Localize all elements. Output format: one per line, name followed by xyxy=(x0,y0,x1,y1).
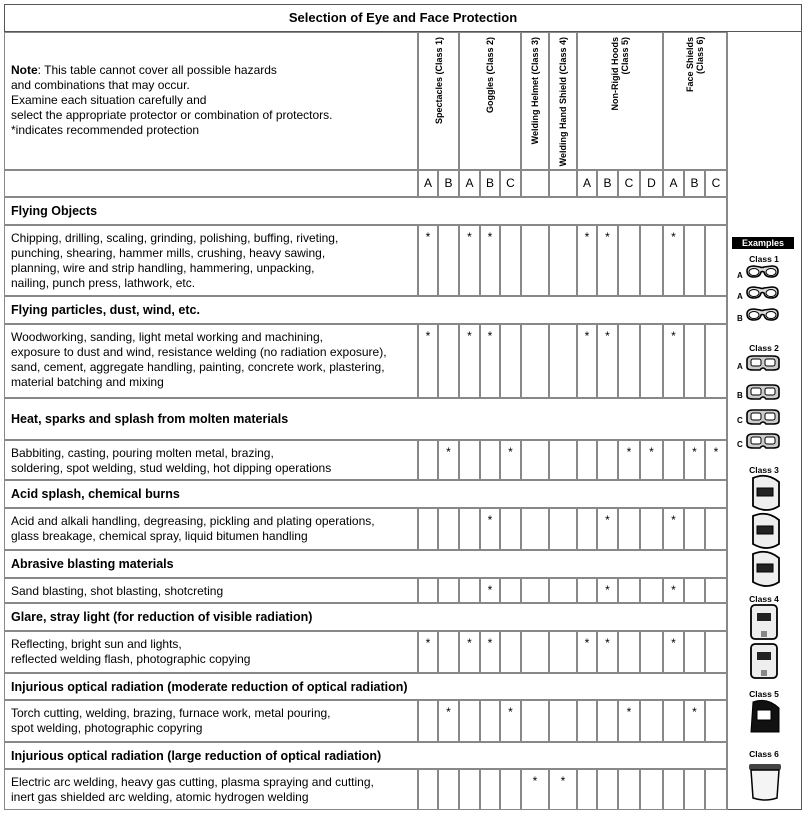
protection-mark xyxy=(663,700,684,742)
class-header xyxy=(521,32,549,170)
protection-mark xyxy=(438,508,459,550)
protection-mark xyxy=(521,631,549,673)
category-heading: Flying Objects xyxy=(4,197,727,225)
variant-letter: B xyxy=(684,170,705,197)
variant-letter xyxy=(521,170,549,197)
protection-mark xyxy=(684,324,705,398)
protection-mark xyxy=(521,700,549,742)
protection-mark: * xyxy=(597,578,618,603)
variant-letter xyxy=(549,170,577,197)
variant-letter: C xyxy=(705,170,727,197)
goggles-icon xyxy=(745,354,781,377)
protection-mark xyxy=(640,324,663,398)
protection-mark: * xyxy=(663,225,684,296)
protection-mark: * xyxy=(684,700,705,742)
protection-mark: * xyxy=(663,324,684,398)
goggles-icon xyxy=(745,383,781,406)
protection-mark xyxy=(705,578,727,603)
protection-mark xyxy=(418,578,438,603)
protection-mark xyxy=(705,631,727,673)
hazard-description: Electric arc welding, heavy gas cutting, plasma spraying and cutting, inert gas shielded arc welding, atomic hydrogen welding xyxy=(4,769,418,810)
protection-mark xyxy=(521,324,549,398)
protection-mark xyxy=(500,225,521,296)
variant-letter: A xyxy=(577,170,597,197)
protection-mark: * xyxy=(663,508,684,550)
goggles-icon xyxy=(745,432,781,455)
class-header xyxy=(577,32,663,170)
class-header xyxy=(549,32,577,170)
protection-mark xyxy=(549,225,577,296)
category-heading: Injurious optical radiation (moderate reduction of optical radiation) xyxy=(4,673,727,700)
protection-mark: * xyxy=(418,324,438,398)
protection-mark xyxy=(549,508,577,550)
protection-mark xyxy=(549,440,577,480)
protection-mark: * xyxy=(684,440,705,480)
protection-mark xyxy=(705,508,727,550)
protection-mark xyxy=(618,631,640,673)
variant-letter: A xyxy=(418,170,438,197)
protection-mark xyxy=(640,631,663,673)
example-letter: A xyxy=(737,271,743,280)
protection-mark: * xyxy=(418,225,438,296)
variant-letter: A xyxy=(663,170,684,197)
protection-mark: * xyxy=(663,631,684,673)
class-header-label: Welding Helmet (Class 3) xyxy=(530,37,540,145)
protection-mark xyxy=(418,508,438,550)
hazard-description: Reflecting, bright sun and lights, reflected welding flash, photographic copying xyxy=(4,631,418,673)
examples-title: Examples xyxy=(732,237,794,249)
protection-mark xyxy=(618,769,640,810)
protection-mark xyxy=(705,769,727,810)
variant-letter: C xyxy=(500,170,521,197)
goggles-icon xyxy=(745,408,781,431)
variant-letter: B xyxy=(438,170,459,197)
protection-mark: * xyxy=(549,769,577,810)
note-line: and combinations that may occur. xyxy=(11,78,190,92)
hand-shield-icon xyxy=(747,642,781,685)
protection-mark: * xyxy=(597,631,618,673)
table-title: Selection of Eye and Face Protection xyxy=(4,4,802,32)
protection-mark xyxy=(684,631,705,673)
protection-mark: * xyxy=(480,225,500,296)
welding-helmet-icon xyxy=(747,550,785,593)
hazard-description: Acid and alkali handling, degreasing, pickling and plating operations, glass breakage, chemical spray, liquid bitumen handling xyxy=(4,508,418,550)
protection-mark xyxy=(549,631,577,673)
variant-letter: A xyxy=(459,170,480,197)
variant-letter: B xyxy=(480,170,500,197)
note-cell xyxy=(4,32,418,170)
protection-mark xyxy=(684,508,705,550)
protection-mark: * xyxy=(480,508,500,550)
example-letter: C xyxy=(737,440,743,449)
example-letter: C xyxy=(737,416,743,425)
protection-mark: * xyxy=(577,631,597,673)
protection-mark: * xyxy=(705,440,727,480)
welding-helmet-icon xyxy=(747,512,785,555)
protection-mark xyxy=(577,769,597,810)
example-letter: B xyxy=(737,314,743,323)
protection-mark xyxy=(521,225,549,296)
protection-mark xyxy=(663,440,684,480)
protection-mark xyxy=(459,769,480,810)
protection-mark xyxy=(438,324,459,398)
spectacles-icon xyxy=(745,284,781,307)
face-shield-icon xyxy=(745,760,785,807)
protection-mark xyxy=(438,578,459,603)
protection-mark: * xyxy=(597,324,618,398)
protection-mark: * xyxy=(597,508,618,550)
class-label: Class 1 xyxy=(749,254,779,264)
protection-mark xyxy=(459,700,480,742)
protection-mark xyxy=(500,769,521,810)
protection-mark xyxy=(480,440,500,480)
protection-mark xyxy=(500,508,521,550)
protection-mark xyxy=(640,769,663,810)
protection-mark xyxy=(500,324,521,398)
class-label: Class 6 xyxy=(749,749,779,759)
class-label: Class 5 xyxy=(749,689,779,699)
note-line: select the appropriate protector or combination of protectors. xyxy=(11,108,333,122)
protection-mark xyxy=(640,225,663,296)
protection-mark: * xyxy=(521,769,549,810)
protection-mark: * xyxy=(577,225,597,296)
protection-mark xyxy=(684,769,705,810)
protection-mark xyxy=(597,440,618,480)
protection-mark xyxy=(521,578,549,603)
protection-mark: * xyxy=(618,700,640,742)
category-heading: Injurious optical radiation (large reduction of optical radiation) xyxy=(4,742,727,769)
protection-mark xyxy=(438,225,459,296)
class-label: Class 2 xyxy=(749,343,779,353)
note-line: : This table cannot cover all possible hazards xyxy=(37,63,277,77)
category-heading: Acid splash, chemical burns xyxy=(4,480,727,508)
variant-letter: B xyxy=(597,170,618,197)
example-letter: B xyxy=(737,391,743,400)
class-header-label: Non-Rigid Hoods (Class 5) xyxy=(610,37,630,111)
protection-mark xyxy=(684,225,705,296)
protection-mark xyxy=(549,578,577,603)
class-label: Class 4 xyxy=(749,594,779,604)
protection-mark xyxy=(521,508,549,550)
category-heading: Heat, sparks and splash from molten materials xyxy=(4,398,727,440)
protection-mark: * xyxy=(500,440,521,480)
protection-mark: * xyxy=(480,324,500,398)
protection-mark xyxy=(577,440,597,480)
protection-mark xyxy=(577,578,597,603)
protection-mark xyxy=(500,578,521,603)
protection-mark xyxy=(618,578,640,603)
protection-mark xyxy=(705,700,727,742)
protection-mark: * xyxy=(597,225,618,296)
protection-mark xyxy=(459,578,480,603)
note-line: *indicates recommended protection xyxy=(11,123,200,137)
protection-mark: * xyxy=(418,631,438,673)
protection-mark: * xyxy=(480,578,500,603)
protection-mark: * xyxy=(640,440,663,480)
category-heading: Abrasive blasting materials xyxy=(4,550,727,578)
protection-mark: * xyxy=(618,440,640,480)
protection-mark xyxy=(500,631,521,673)
protection-mark xyxy=(549,700,577,742)
class-header-label: Goggles (Class 2) xyxy=(485,37,495,114)
hazard-description: Chipping, drilling, scaling, grinding, polishing, buffing, riveting, punching, shearing, hammer mills, crushing, heavy sawing, planning, wire and strip handling, hammering, unpacking, nailing, punch press, lathwork, etc. xyxy=(4,225,418,296)
protection-mark xyxy=(418,440,438,480)
hazard-description: Sand blasting, shot blasting, shotcreting xyxy=(4,578,418,603)
protection-mark xyxy=(663,769,684,810)
class-header-label: Spectacles (Class 1) xyxy=(433,37,444,125)
protection-mark xyxy=(418,769,438,810)
note-label: Note xyxy=(11,63,38,77)
protection-mark xyxy=(618,324,640,398)
protection-mark xyxy=(597,700,618,742)
spectacles-icon xyxy=(745,306,781,329)
protection-mark xyxy=(705,225,727,296)
class-label: Class 3 xyxy=(749,465,779,475)
class-header-label: Face Shields (Class 6) xyxy=(685,37,705,93)
example-letter: A xyxy=(737,362,743,371)
protection-mark xyxy=(549,324,577,398)
note-line: Examine each situation carefully and xyxy=(11,93,207,107)
class-header xyxy=(663,32,727,170)
protection-mark: * xyxy=(438,700,459,742)
protection-mark xyxy=(640,578,663,603)
welding-helmet-icon xyxy=(747,474,785,517)
protection-mark xyxy=(577,700,597,742)
protection-mark xyxy=(618,508,640,550)
category-heading: Flying particles, dust, wind, etc. xyxy=(4,296,727,324)
protection-mark xyxy=(521,440,549,480)
class-header-label: Welding Hand Shield (Class 4) xyxy=(558,37,568,167)
protection-mark: * xyxy=(459,631,480,673)
hazard-description: Babbiting, casting, pouring molten metal, brazing, soldering, spot welding, stud welding, hot dipping operations xyxy=(4,440,418,480)
example-letter: A xyxy=(737,292,743,301)
class-header xyxy=(418,32,459,170)
protection-mark: * xyxy=(577,324,597,398)
protection-mark: * xyxy=(459,225,480,296)
protection-mark xyxy=(577,508,597,550)
letter-row-blank xyxy=(4,170,418,197)
protection-mark: * xyxy=(438,440,459,480)
spectacles-icon xyxy=(745,263,781,286)
variant-letter: D xyxy=(640,170,663,197)
protection-mark: * xyxy=(663,578,684,603)
hazard-description: Woodworking, sanding, light metal working and machining, exposure to dust and wind, resistance welding (no radiation exposure), sand, cement, aggregate handling, painting, concrete work, plastering, material batching and mixing xyxy=(4,324,418,398)
hand-shield-icon xyxy=(747,603,781,646)
protection-mark xyxy=(459,440,480,480)
protection-mark xyxy=(640,700,663,742)
protection-mark xyxy=(459,508,480,550)
protection-mark xyxy=(640,508,663,550)
protection-mark: * xyxy=(500,700,521,742)
protection-mark xyxy=(618,225,640,296)
protection-mark xyxy=(705,324,727,398)
category-heading: Glare, stray light (for reduction of visible radiation) xyxy=(4,603,727,631)
protection-mark: * xyxy=(459,324,480,398)
class-header xyxy=(459,32,521,170)
protection-mark: * xyxy=(480,631,500,673)
protection-mark xyxy=(480,769,500,810)
protection-mark xyxy=(418,700,438,742)
variant-letter: C xyxy=(618,170,640,197)
protection-mark xyxy=(597,769,618,810)
hood-icon xyxy=(745,698,785,739)
protection-mark xyxy=(684,578,705,603)
protection-mark xyxy=(438,631,459,673)
protection-mark xyxy=(438,769,459,810)
hazard-description: Torch cutting, welding, brazing, furnace work, metal pouring, spot welding, photographic copyring xyxy=(4,700,418,742)
protection-mark xyxy=(480,700,500,742)
